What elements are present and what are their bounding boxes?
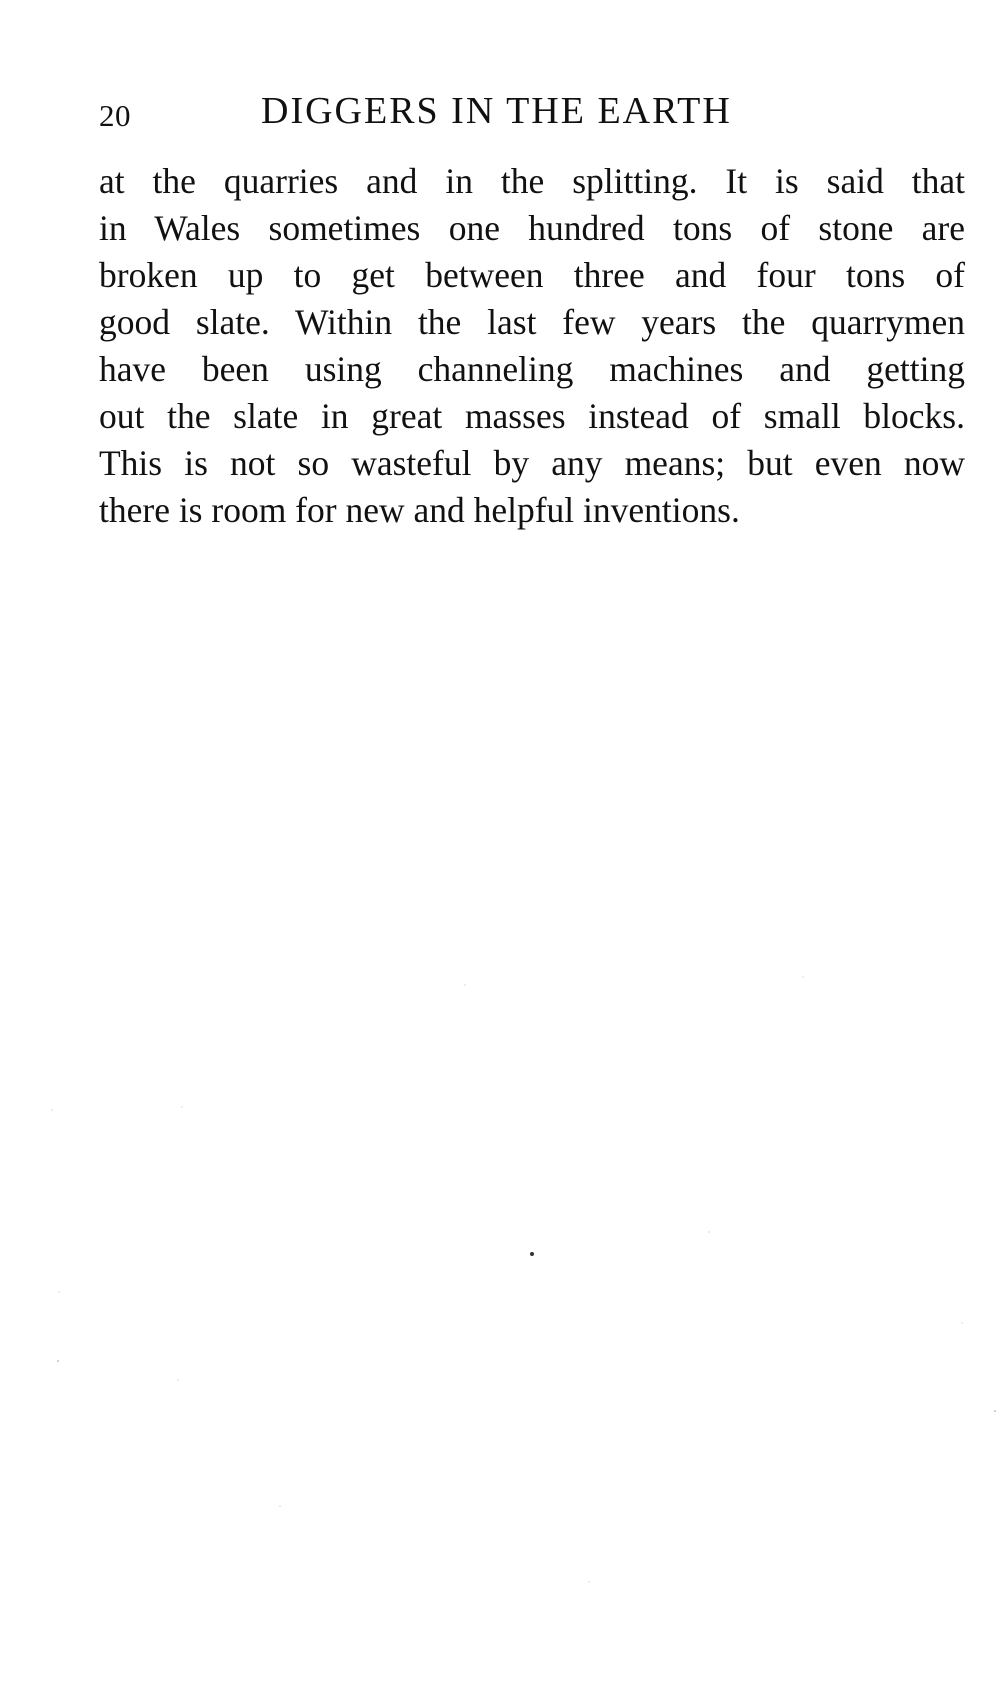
text-line: out the slate in great masses instead of small blocks. xyxy=(99,396,965,436)
text-line: broken up to get between three and four tons of xyxy=(99,255,965,295)
text-line: there is room for new and helpful inventions. xyxy=(99,490,740,530)
speck xyxy=(464,984,465,985)
text-line: This is not so wasteful by any means; but even now xyxy=(99,443,965,483)
body-paragraph xyxy=(99,158,965,534)
text-line: good slate. Within the last few years the quarrymen xyxy=(99,302,965,342)
speck xyxy=(588,1581,589,1582)
speck xyxy=(530,1252,534,1256)
text-line: have been using channeling machines and getting xyxy=(99,349,965,389)
page-number: 20 xyxy=(99,98,131,133)
speck xyxy=(58,1291,59,1292)
text-line: at the quarries and in the splitting. It is said that xyxy=(99,161,965,201)
speck xyxy=(177,1379,178,1380)
speck xyxy=(51,1109,52,1110)
running-head xyxy=(99,88,959,138)
speck xyxy=(802,976,803,977)
speck xyxy=(961,1322,962,1323)
running-title: DIGGERS IN THE EARTH xyxy=(261,90,732,132)
speck xyxy=(994,1410,996,1412)
text-line: in Wales sometimes one hundred tons of stone are xyxy=(99,208,965,248)
speck xyxy=(279,1505,280,1506)
speck xyxy=(708,1231,709,1232)
speck xyxy=(181,1106,182,1107)
speck xyxy=(57,1360,59,1362)
